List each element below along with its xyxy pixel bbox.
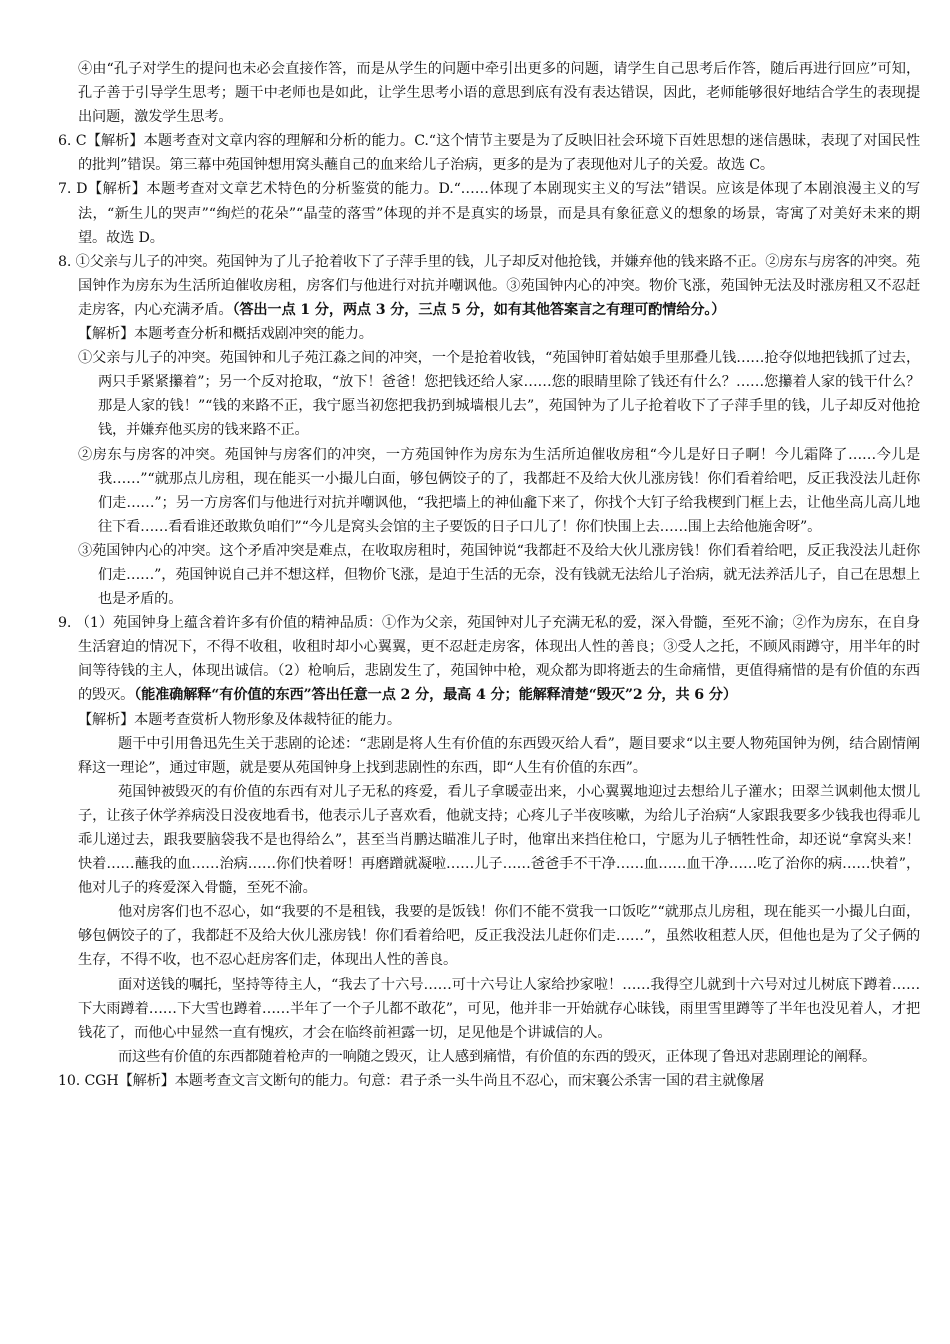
answer-7: 7. D【解析】本题考查对文章艺术特色的分析鉴赏的能力。D.“……体现了本剧现实主义的写法”错误。应该是体现了本剧浪漫主义的写法，“新生儿的哭声”“绚烂的花朵”“晶莹的落雪”体现的并不是真实的场景，而是具有象征意义的想象的场景，寄寓了对美好未来的期望。故选 D。 bbox=[58, 181, 920, 246]
analysis-9-heading: 【解析】本题考查赏析人物形象及体裁特征的能力。 bbox=[78, 711, 401, 728]
answer-8-part-1: 8. ①父亲与儿子的冲突。苑国钟为了儿子抢着收下了子萍手里的钱，儿子却反对他抢钱，并嫌弃他的钱来路不正。 bbox=[58, 253, 766, 270]
analysis-8-point-1: ①父亲与儿子的冲突。苑国钟和儿子苑江淼之间的冲突，一个是抢着收钱，“苑国钟盯着姑娘手里那叠儿钱……抢夺似地把钱抓了过去，两只手紧紧攥着”；另一个反对抢取，“放下！爸爸！您把钱还给人家……您的眼睛里除了钱还有什么？……您攥着人家的钱干什么？那是人家的钱！”“钱的来路不正，我宁愿当初您把我扔到城墙根儿去”，苑国钟为了儿子抢着收下了子萍手里的钱，儿子却反对他抢钱，并嫌弃他买房的钱来路不正。 bbox=[78, 350, 920, 439]
analysis-9-para-3: 他对房客们也不忍心，如“我要的不是租钱，我要的是饭钱！你们不能不赏我一口饭吃”“就那点儿房租，现在能买一小撮儿白面，够包俩饺子的了，我都赶不及给大伙儿涨房钱！你们看着给吧，反正我没法儿赶你们走……”，虽然收租惹人厌，但他也是为了父子俩的生存，不得不收，也不忍心赶房客们走，体现出人性的善良。 bbox=[78, 904, 920, 969]
answer-8 bbox=[58, 250, 920, 322]
analysis-8-point-2: ②房东与房客的冲突。苑国钟与房客们的冲突，一方苑国钟作为房东为生活所迫催收房租“今儿是好日子啊！今儿霜降了……今儿是我……”“就那点儿房租，现在能买一小撮儿白面，够包俩饺子的了，我都赶不及给大伙儿涨房钱！你们看着给吧，反正我没法儿赶你们走……”；另一方房客们与他进行对抗并嘲讽他，“我把墙上的神仙龕下来了，你找个大钉子给我楔到门框上去，让他坐高儿高儿地往下看……看看谁还敢欺负咱们”“今儿是窝头会馆的主子要饭的日子口儿了！你们快围上去……围上去给他施舍呀”。 bbox=[78, 446, 920, 535]
answer-9 bbox=[58, 611, 920, 707]
analysis-8-point-3: ③苑国钟内心的冲突。这个矛盾冲突是难点，在收取房租时，苑国钟说“我都赶不及给大伙儿涨房钱！你们看着给吧，反正我没法儿赶你们走……”，苑国钟说自己并不想这样，但物价飞涨，是迫于生活的无奈，没有钱就无法给儿子治病，就无法养活儿子，自己在思想上也是矛盾的。 bbox=[78, 542, 920, 608]
analysis-9-para-1: 题干中引用鲁迅先生关于悲剧的论述：“悲剧是将人生有价值的东西毁灭给人看”，题目要求“以主要人物苑国钟为例，结合剧情阐释这一理论”，通过审题，就是要从苑国钟身上找到悲剧性的东西，即“人生有价值的东西”。 bbox=[78, 735, 920, 776]
answer-9-scoring: （能准确解释“有价值的东西”答出任意一点 2 分，最高 4 分；能解释清楚“毁灭”2 分，共 6 分） bbox=[134, 687, 737, 704]
analysis-9-para-4: 面对送钱的嘱托，坚持等待主人，“我去了十六号……可十六号让人家给抄家啦！……我得空儿就到十六号对过儿树底下蹲着……下大雨蹲着……下大雪也蹲着……半年了一个子儿都不敢花”，可见，他并非一开始就存心昧钱，雨里雪里蹲等了半年也没见着人，才把钱花了，而他心中显然一直有愧疚，才会在临终前袒露一切，足见他是个讲诚信的人。 bbox=[78, 976, 920, 1041]
answer-10: 10. CGH【解析】本题考查文言文断句的能力。句意：君子杀一头牛尚且不忍心，而宋襄公杀害一国的君主就像屠 bbox=[58, 1072, 765, 1089]
analysis-9-para-5: 而这些有价值的东西都随着枪声的一响随之毁灭，让人感到痛惜，有价值的东西的毁灭，正体现了鲁迅对悲剧理论的阐释。 bbox=[118, 1048, 877, 1065]
answer-5-point-4: ④由“孔子对学生的提问也未必会直接作答，而是从学生的问题中牵引出更多的问题，请学生自己思考后作答，随后再进行回应”可知，孔子善于引导学生思考；题干中老师也是如此，让学生思考小语的意思到底有没有表达错误，因此，老师能够很好地结合学生的表现提出问题，激发学生思考。 bbox=[78, 61, 920, 126]
answer-8-scoring: （答出一点 1 分，两点 3 分，三点 5 分，如有其他答案言之有理可酌情给分。） bbox=[232, 301, 726, 318]
answer-8-part-2: ②房东与房客的冲突。苑国钟作为房东为生活所迫催收房租，房客们与他进行对抗并嘲讽他。③苑国钟内心的冲突。物价飞涨，苑国钟无法及时涨房租又不忍赶走房客，内心充满矛盾。 bbox=[78, 253, 920, 318]
answer-9-text: 9. （1）苑国钟身上蕴含着许多有价值的精神品质：①作为父亲，苑国钟对儿子充满无私的爱，深入骨髓，至死不渝；②作为房东，在自身生活窘迫的情况下，不得不收租，收租时却小心翼翼，更不忍赶走房客，体现出人性的善良；③受人之托，不顾风雨蹲守，用半年的时间等待钱的主人，体现出诚信。（2）枪响后，悲剧发生了，苑国钟中枪，观众都为即将逝去的生命痛惜，更值得痛惜的是有价值的东西的毁灭。 bbox=[58, 615, 920, 704]
answer-6: 6. C【解析】本题考查对文章内容的理解和分析的能力。C.“这个情节主要是为了反映旧社会环境下百姓思想的迷信愚昧，表现了对国民性的批判”错误。第三幕中苑国钟想用窝头蘸自己的血来给儿子治病，更多的是为了表现他对儿子的关爱。故选 C。 bbox=[58, 133, 920, 174]
analysis-8-heading: 【解析】本题考查分析和概括戏剧冲突的能力。 bbox=[78, 326, 373, 343]
analysis-9-para-2: 苑国钟被毁灭的有价值的东西有对儿子无私的疼爱，看儿子拿暖壶出来，小心翼翼地迎过去想给儿子灌水；田翠兰讽刺他太惯儿子，让孩子休学养病没日没夜地看书，他表示儿子喜欢看，他就支持；心疼儿子半夜咳嗽，为给儿子治病“人家跟我要多少钱我也得乖儿乖儿递过去，跟我要脑袋我不是也得给么”，甚至当肖鹏达瞄准儿子时，他窜出来挡住枪口，宁愿为儿子牺牲性命，却还说“拿窝头来！快着……蘸我的血……治病……你们快着呀！再磨蹭就凝啦……儿子……爸爸手不干净……血……血干净……吃了治你的病……快着”，他对儿子的疼爱深入骨髓，至死不渝。 bbox=[78, 783, 920, 897]
